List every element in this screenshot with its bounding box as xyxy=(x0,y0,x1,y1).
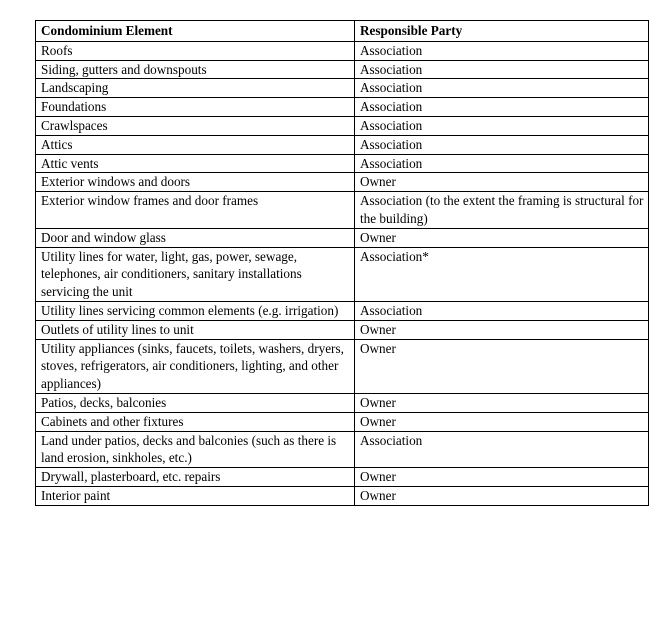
table-row xyxy=(36,192,649,229)
table-header xyxy=(36,21,649,42)
cell-condominium-element: Land under patios, decks and balconies (such as there is land erosion, sinkholes, etc.) xyxy=(36,431,355,468)
table-row xyxy=(36,173,649,192)
cell-responsible-party: Owner xyxy=(355,468,649,487)
cell-condominium-element: Landscaping xyxy=(36,79,355,98)
cell-responsible-party: Owner xyxy=(355,486,649,505)
cell-condominium-element: Cabinets and other fixtures xyxy=(36,412,355,431)
table-row xyxy=(36,41,649,60)
responsibility-table-container xyxy=(35,20,649,506)
table-row xyxy=(36,79,649,98)
header-row xyxy=(36,21,649,42)
table-row xyxy=(36,98,649,117)
cell-condominium-element: Interior paint xyxy=(36,486,355,505)
cell-responsible-party: Owner xyxy=(355,393,649,412)
table-row xyxy=(36,154,649,173)
cell-responsible-party: Owner xyxy=(355,173,649,192)
cell-responsible-party: Owner xyxy=(355,228,649,247)
cell-condominium-element: Utility lines servicing common elements (e.g. irrigation) xyxy=(36,301,355,320)
cell-responsible-party: Association xyxy=(355,116,649,135)
header-condominium-element: Condominium Element xyxy=(36,21,355,42)
cell-condominium-element: Siding, gutters and downspouts xyxy=(36,60,355,79)
cell-condominium-element: Patios, decks, balconies xyxy=(36,393,355,412)
cell-responsible-party: Association xyxy=(355,301,649,320)
cell-responsible-party: Association xyxy=(355,135,649,154)
cell-responsible-party: Association xyxy=(355,154,649,173)
table-row xyxy=(36,431,649,468)
table-row xyxy=(36,393,649,412)
cell-responsible-party: Association xyxy=(355,41,649,60)
table-row xyxy=(36,320,649,339)
table-row xyxy=(36,468,649,487)
cell-responsible-party: Owner xyxy=(355,320,649,339)
cell-responsible-party: Owner xyxy=(355,412,649,431)
table-row xyxy=(36,135,649,154)
cell-condominium-element: Foundations xyxy=(36,98,355,117)
cell-condominium-element: Exterior windows and doors xyxy=(36,173,355,192)
header-responsible-party: Responsible Party xyxy=(355,21,649,42)
table-row xyxy=(36,412,649,431)
table-body xyxy=(36,41,649,505)
cell-condominium-element: Roofs xyxy=(36,41,355,60)
cell-condominium-element: Door and window glass xyxy=(36,228,355,247)
table-row xyxy=(36,339,649,393)
cell-responsible-party: Association xyxy=(355,79,649,98)
table-row xyxy=(36,247,649,301)
cell-responsible-party: Association xyxy=(355,431,649,468)
cell-condominium-element: Crawlspaces xyxy=(36,116,355,135)
table-row xyxy=(36,486,649,505)
table-row xyxy=(36,301,649,320)
cell-responsible-party: Association xyxy=(355,60,649,79)
cell-condominium-element: Outlets of utility lines to unit xyxy=(36,320,355,339)
cell-condominium-element: Attics xyxy=(36,135,355,154)
table-row xyxy=(36,60,649,79)
cell-responsible-party: Owner xyxy=(355,339,649,393)
table-row xyxy=(36,116,649,135)
cell-responsible-party: Association xyxy=(355,98,649,117)
cell-condominium-element: Utility lines for water, light, gas, power, sewage, telephones, air conditioners, sanitary installations servicing the unit xyxy=(36,247,355,301)
cell-responsible-party: Association* xyxy=(355,247,649,301)
cell-responsible-party: Association (to the extent the framing is structural for the building) xyxy=(355,192,649,229)
cell-condominium-element: Exterior window frames and door frames xyxy=(36,192,355,229)
cell-condominium-element: Attic vents xyxy=(36,154,355,173)
cell-condominium-element: Utility appliances (sinks, faucets, toilets, washers, dryers, stoves, refrigerators, air conditioners, lighting, and other appliances) xyxy=(36,339,355,393)
responsibility-table xyxy=(35,20,649,506)
cell-condominium-element: Drywall, plasterboard, etc. repairs xyxy=(36,468,355,487)
table-row xyxy=(36,228,649,247)
